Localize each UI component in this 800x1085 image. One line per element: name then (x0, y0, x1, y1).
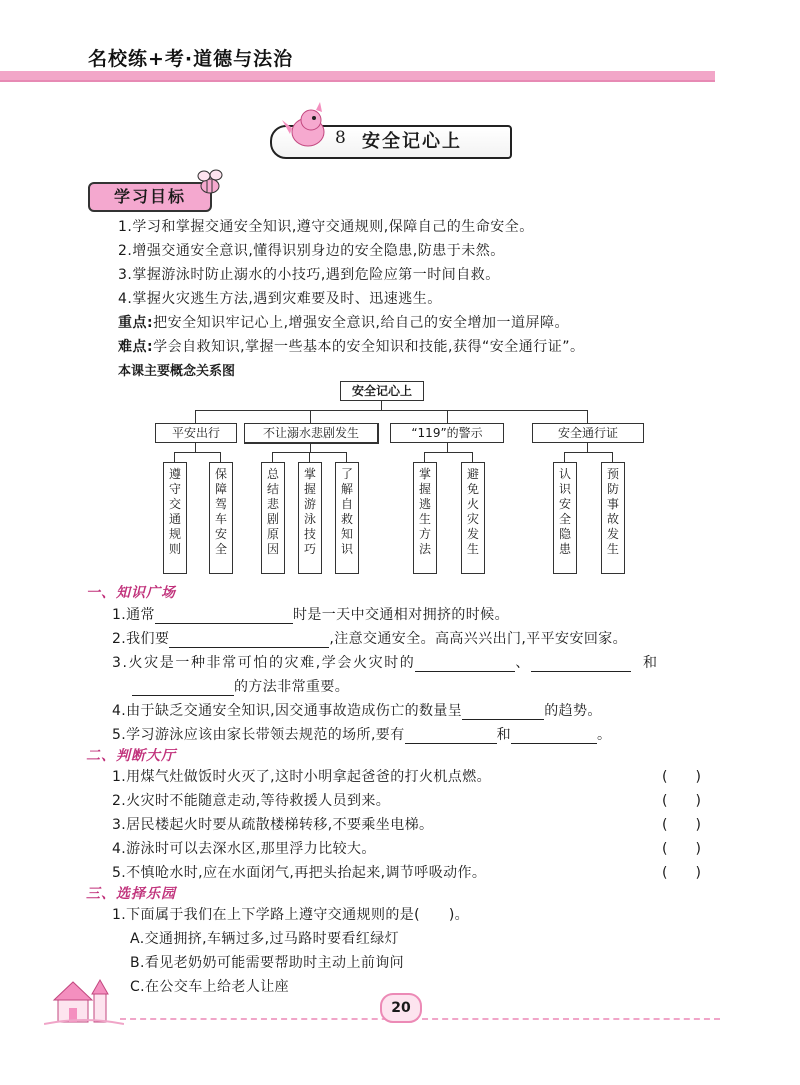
goals-tag: 学习目标 (88, 182, 212, 212)
diagram-connector (564, 452, 612, 453)
diagram-leaf: 认识安全隐患 (553, 462, 577, 574)
answer-paren[interactable]: ( ) (662, 793, 701, 809)
castle-house-icon (44, 972, 124, 1028)
lesson-title: 安全记心上 (362, 131, 462, 152)
fill-question-2 (112, 628, 627, 648)
choice-option-b[interactable]: B.看见老奶奶可能需要帮助时主动上前询问 (130, 955, 405, 971)
question-text: 时是一天中交通相对拥挤的时候。 (292, 607, 509, 623)
diagram-leaf: 掌握游泳技巧 (298, 462, 322, 574)
difficult-point (118, 336, 585, 356)
question-text: 3.火灾是一种非常可怕的灾难,学会火灾时的 (112, 655, 416, 671)
diagram-title: 本课主要概念关系图 (118, 364, 236, 379)
diagram-connector (587, 410, 588, 423)
diagram-connector (195, 410, 196, 423)
question-text: 5.学习游泳应该由家长带领去规范的场所,要有 (112, 727, 405, 743)
judge-item-4: 4.游泳时可以去深水区,那里浮力比较大。 (112, 841, 376, 857)
judge-item-3: 3.居民楼起火时要从疏散楼梯转移,不要乘坐电梯。 (112, 817, 434, 833)
diagram-connector (272, 452, 273, 462)
judge-item-1: 1.用煤气灶做饭时火灭了,这时小明拿起爸爸的打火机点燃。 (112, 769, 492, 785)
answer-blank[interactable] (415, 657, 515, 672)
diagram-connector (309, 452, 310, 462)
choice-option-a[interactable]: A.交通拥挤,车辆过多,过马路时要看红绿灯 (130, 931, 400, 947)
diagram-leaf: 保障驾车安全 (209, 462, 233, 574)
bee-icon (190, 166, 230, 200)
diagram-leaf: 总结悲剧原因 (261, 462, 285, 574)
question-text: 的方法非常重要。 (234, 679, 350, 695)
diagram-connector (346, 452, 347, 462)
section-title-knowledge: 一、知识广场 (86, 585, 176, 601)
question-text: 4.由于缺乏交通安全知识,因交通事故造成伤亡的数量呈 (112, 703, 463, 719)
answer-paren[interactable]: ( ) (662, 769, 701, 785)
fill-question-3-cont (132, 676, 349, 696)
diagram-leaf: 预防事故发生 (601, 462, 625, 574)
goal-item-4: 4.掌握火灾逃生方法,遇到灾难要及时、迅速逃生。 (118, 291, 442, 307)
goal-item-2: 2.增强交通安全意识,懂得识别身边的安全隐患,防患于未然。 (118, 243, 505, 259)
fill-question-1 (112, 604, 509, 624)
question-text: 的趋势。 (544, 703, 602, 719)
diagram-connector (310, 410, 311, 423)
key-point-label: 重点: (118, 315, 154, 331)
fill-question-4 (112, 700, 602, 720)
goal-item-3: 3.掌握游泳时防止溺水的小技巧,遇到危险应第一时间自救。 (118, 267, 500, 283)
diagram-connector (195, 410, 587, 411)
difficult-point-label: 难点: (118, 339, 154, 355)
footer-divider (120, 1018, 720, 1020)
dragon-mascot-icon (278, 98, 338, 158)
question-text: 1.通常 (112, 607, 155, 623)
fill-question-5 (112, 724, 611, 744)
section-title-judgement: 二、判断大厅 (86, 748, 176, 764)
answer-blank[interactable] (169, 633, 329, 648)
diagram-leaf: 掌握逃生方法 (413, 462, 437, 574)
key-point-text: 把安全知识牢记心上,增强安全意识,给自己的安全增加一道屏障。 (153, 315, 570, 331)
diagram-root: 安全记心上 (340, 381, 424, 401)
question-text: 2.我们要 (112, 631, 170, 647)
answer-blank[interactable] (405, 729, 497, 744)
diagram-leaf: 避免火灾发生 (461, 462, 485, 574)
diagram-connector (447, 410, 448, 423)
question-text: ,注意交通安全。高高兴兴出门,平平安安回家。 (329, 631, 628, 647)
key-point (118, 312, 569, 332)
diagram-connector (472, 452, 473, 462)
answer-blank[interactable] (511, 729, 597, 744)
header-bar-line (0, 80, 715, 82)
answer-blank[interactable] (155, 609, 293, 624)
choice-question: 1.下面属于我们在上下学路上遵守交通规则的是( )。 (112, 907, 470, 923)
answer-paren[interactable]: ( ) (662, 865, 701, 881)
diagram-branch-1: 平安出行 (155, 423, 237, 443)
diagram-connector (564, 452, 565, 462)
header-bar (0, 71, 715, 80)
fill-question-3 (112, 652, 659, 672)
page-number: 20 (380, 993, 422, 1023)
diagram-branch-4: 安全通行证 (532, 423, 644, 443)
diagram-leaf: 遵守交通规则 (163, 462, 187, 574)
diagram-connector (174, 452, 220, 453)
diagram-connector (424, 452, 472, 453)
diagram-connector (612, 452, 613, 462)
difficult-point-text: 学会自救知识,掌握一些基本的安全知识和技能,获得“安全通行证”。 (153, 339, 585, 355)
answer-paren[interactable]: ( ) (662, 817, 701, 833)
diagram-leaf: 了解自救知识 (335, 462, 359, 574)
diagram-connector (174, 452, 175, 462)
question-text: 和 (496, 727, 512, 743)
answer-blank[interactable] (462, 705, 544, 720)
diagram-branch-2: 不让溺水悲剧发生 (244, 423, 379, 444)
question-text: 、 (515, 655, 532, 671)
answer-blank[interactable] (132, 681, 234, 696)
answer-blank[interactable] (531, 657, 631, 672)
question-text: 。 (597, 727, 612, 743)
header-title: 名校练+考·道德与法治 (88, 48, 294, 70)
question-text: 和 (643, 655, 659, 671)
diagram-branch-3: “119”的警示 (390, 423, 504, 443)
diagram-connector (424, 452, 425, 462)
judge-item-5: 5.不慎呛水时,应在水面闭气,再把头抬起来,调节呼吸动作。 (112, 865, 487, 881)
choice-option-c[interactable]: C.在公交车上给老人让座 (130, 979, 290, 995)
diagram-connector (220, 452, 221, 462)
answer-paren[interactable]: ( ) (662, 841, 701, 857)
judge-item-2: 2.火灾时不能随意走动,等待救援人员到来。 (112, 793, 391, 809)
section-title-choice: 三、选择乐园 (86, 886, 176, 902)
lesson-number: 8 (335, 128, 346, 148)
goal-item-1: 1.学习和掌握交通安全知识,遵守交通规则,保障自己的生命安全。 (118, 219, 534, 235)
